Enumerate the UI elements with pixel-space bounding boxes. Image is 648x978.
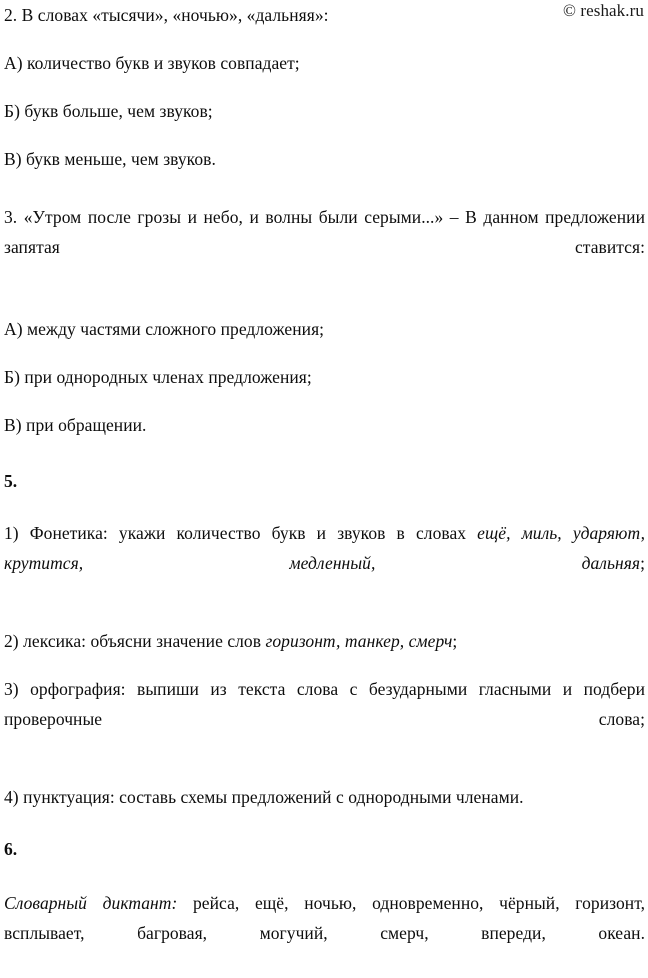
exercise-5-item-3: 3) орфография: выпиши из текста слова с безударными гласными и подбери проверочные слова; [4, 679, 645, 729]
spacer [4, 764, 645, 782]
exercise-5-item-4: 4) пунктуация: составь схемы предложений с однородными членами. [4, 787, 524, 807]
exercise-5-item-2-tail: ; [452, 631, 458, 651]
spacer [4, 440, 645, 466]
exercise-6-dictation [4, 888, 645, 978]
exercise-5-item-1 [4, 518, 645, 608]
question-2-option-b: Б) букв больше, чем звуков; [4, 101, 213, 121]
copyright-watermark: © reshak.ru [562, 1, 644, 20]
exercise-5-item-2-lead: 2) лексика: объясни значение слов [4, 631, 266, 651]
question-2-option-c: В) букв меньше, чем звуков. [4, 149, 216, 169]
spacer [4, 608, 645, 626]
spacer [4, 392, 645, 410]
spacer [4, 126, 645, 144]
spacer [4, 656, 645, 674]
question-3-option-c: В) при обращении. [4, 415, 147, 435]
exercise-5-item-2 [4, 626, 645, 656]
spacer [4, 812, 645, 834]
exercise-6-words: рейса, ещё, ночью, одновременно, чёрный, горизонт, всплывает, багровая, могучий, смерч, впереди, океан. [4, 893, 645, 943]
question-2-option-a: А) количество букв и звуков совпадает; [4, 53, 300, 73]
exercise-5-number: 5. [4, 471, 18, 491]
spacer [4, 344, 645, 362]
exercise-6-label: Словарный диктант: [4, 893, 178, 913]
exercise-5-item-2-words: горизонт, танкер, смерч [265, 631, 453, 651]
question-3-option-a: А) между частями сложного предложения; [4, 319, 325, 339]
exercise-5-item-1-words: ещё, миль, ударяют, крутится, медленный, дальняя [4, 523, 645, 573]
question-3-option-b: Б) при однородных членах предложения; [4, 367, 312, 387]
exercise-5-item-1-tail: ; [640, 553, 645, 573]
spacer [4, 496, 645, 518]
question-2-stem: 2. В словах «тысячи», «ночью», «дальняя»: [4, 5, 329, 25]
spacer [4, 30, 645, 48]
spacer [4, 864, 645, 888]
spacer [4, 78, 645, 96]
exercise-5-item-1-lead: 1) Фонетика: укажи количество букв и звуков в словах [4, 523, 478, 543]
exercise-6-number: 6. [4, 839, 18, 859]
question-3-stem: 3. «Утром после грозы и небо, и волны были серыми...» – В данном предложении запятая ставится: [4, 207, 645, 257]
spacer [4, 292, 645, 314]
spacer [4, 174, 645, 202]
